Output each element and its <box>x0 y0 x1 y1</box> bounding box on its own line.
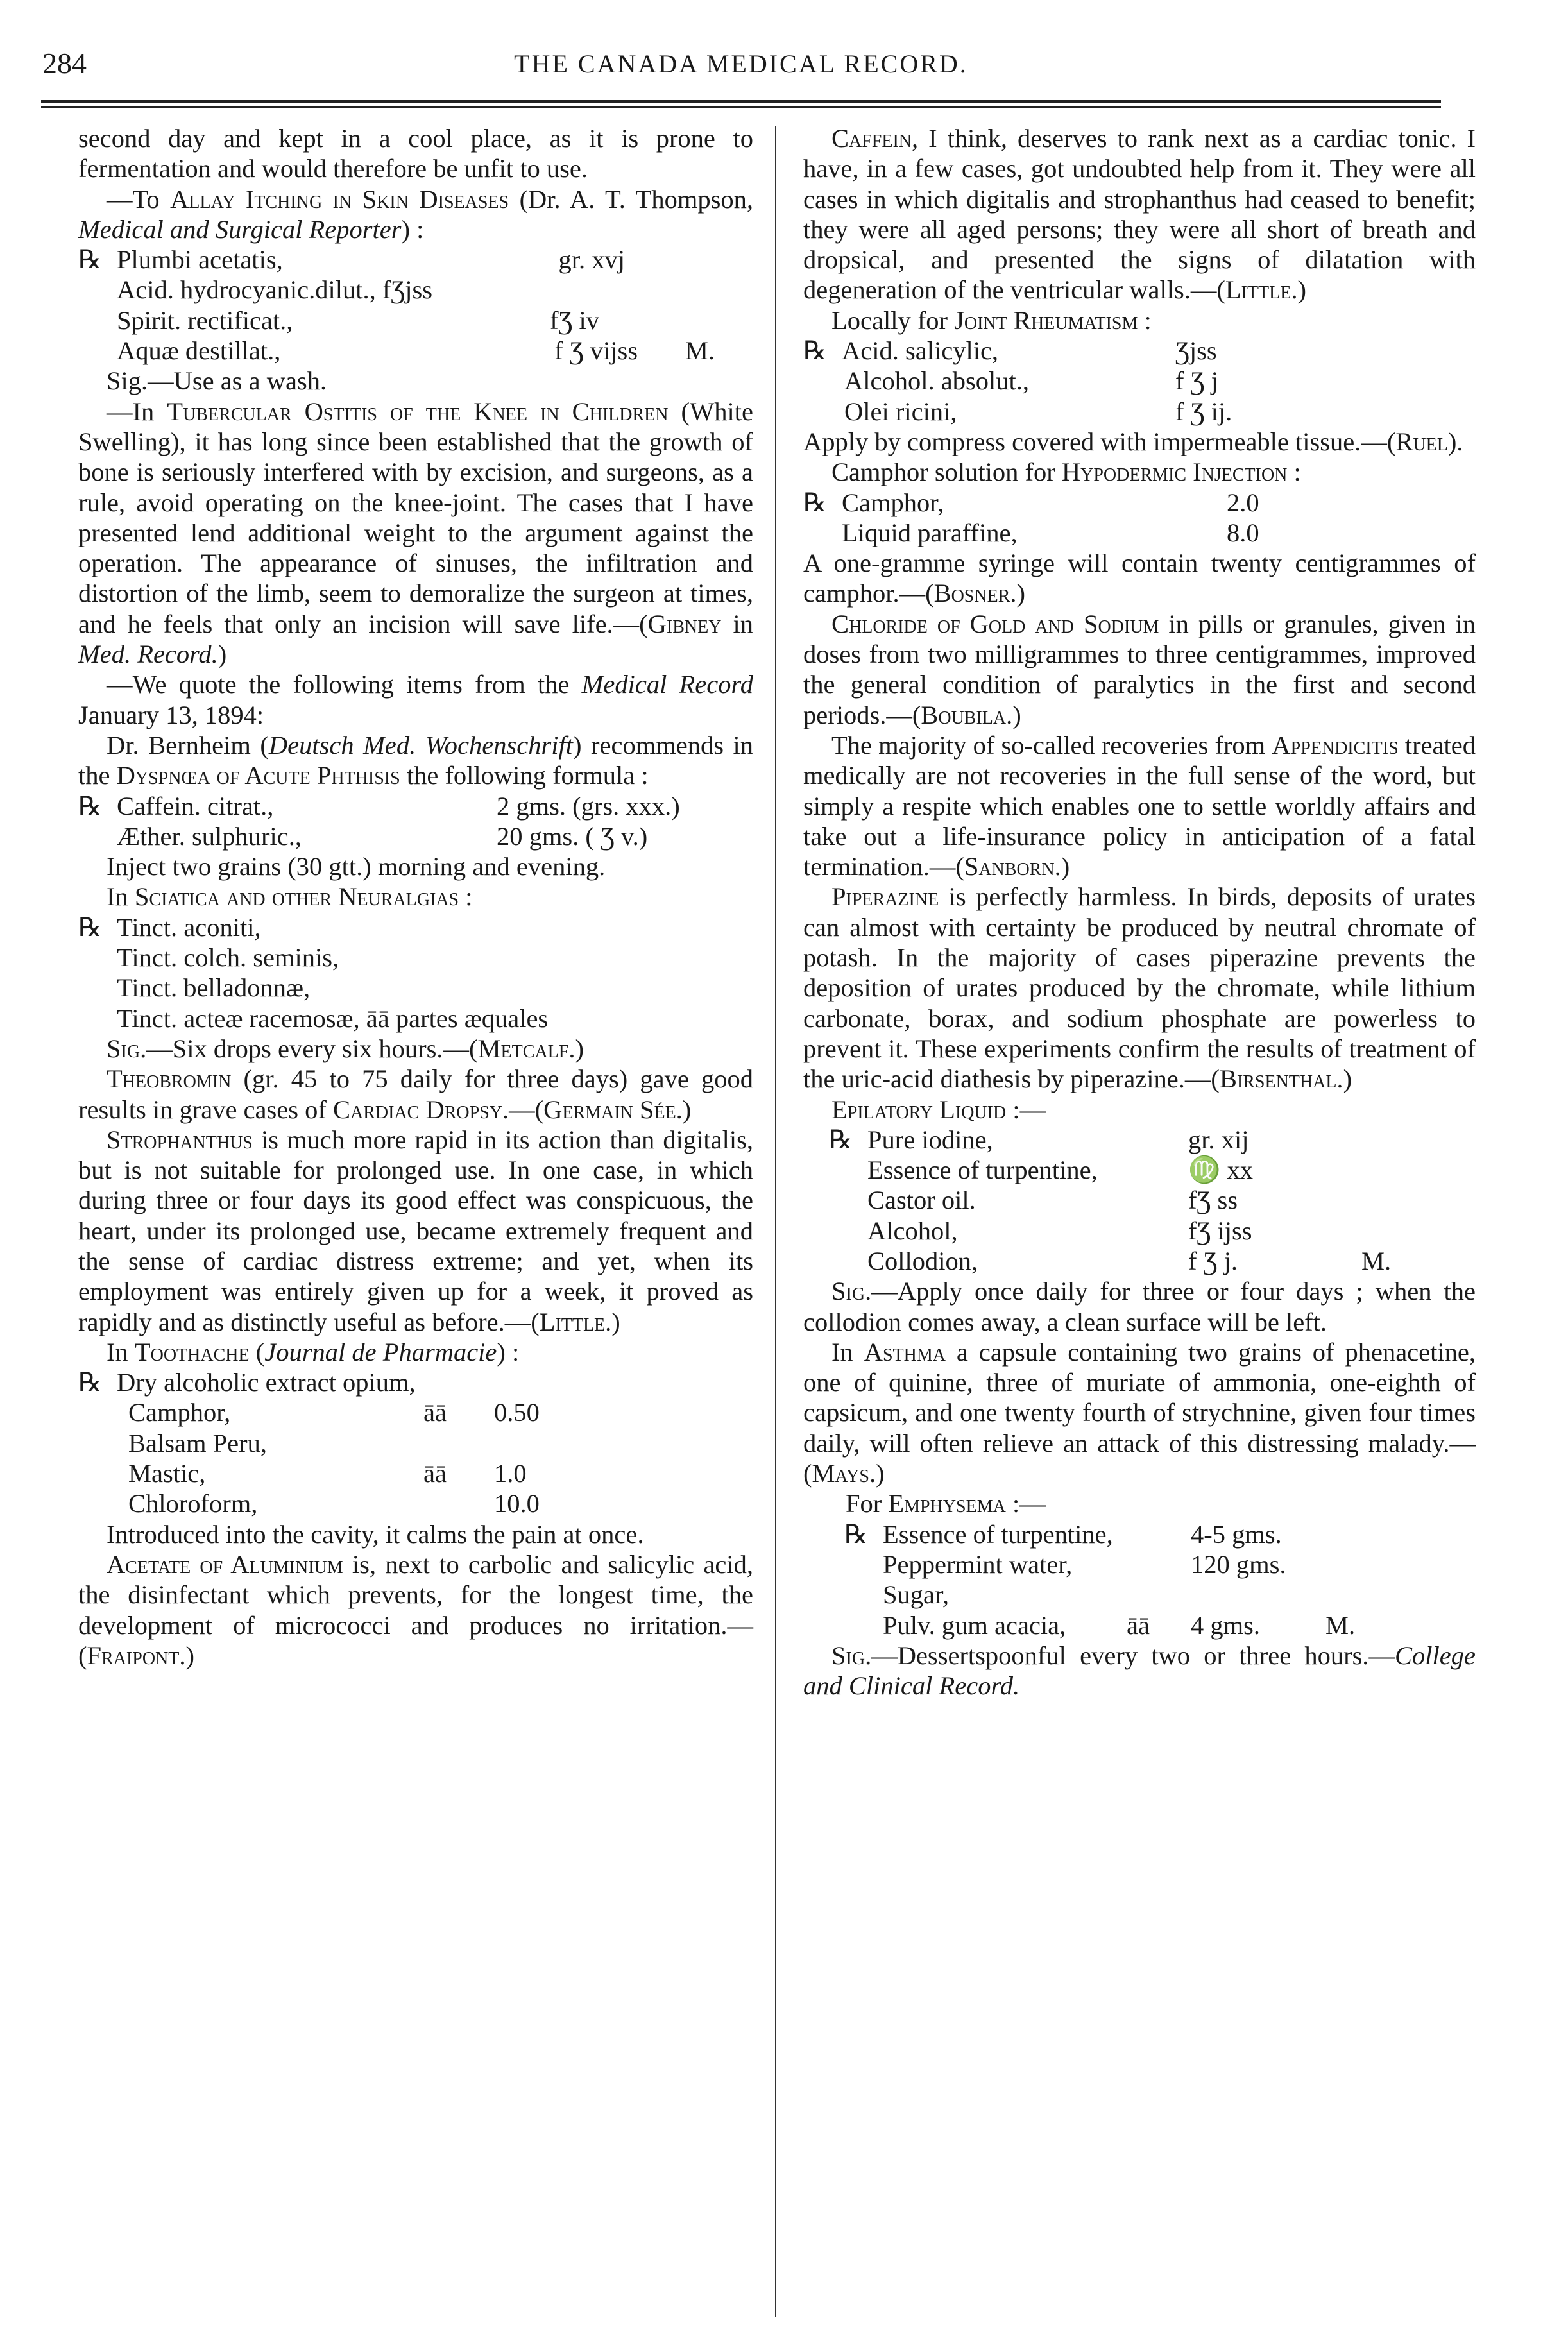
column-divider <box>775 126 776 2317</box>
prescription-camphor <box>803 488 1476 549</box>
rx-line: Mastic, āā 1.0 <box>128 1459 527 1488</box>
prescription-sciatica <box>78 912 753 1034</box>
rx-icon: ℞ <box>78 245 102 275</box>
rx-line: Tinct. colch. seminis, <box>117 943 339 973</box>
prescription-toothache <box>78 1367 753 1519</box>
rx-line: Alcohol. absolut., f Ʒ j <box>844 366 1218 396</box>
toothache-heading: In Toothache (Journal de Pharmacie) : <box>107 1337 520 1367</box>
piperazine-paragraph: Piperazine is perfectly harmless. In birds, deposits of urates can almost with certainty be produced by neutral chromate of potash. In the majority of cases piperazine prevents the deposition of urates produced by the chromate, while lithium carbonate, borax, and sodium phosphate are powerless to prevent it. These experiments confirm the results of treatment of the uric-acid diathesis by piperazine.—(Birsenthal.) <box>803 882 1476 1094</box>
rx-line: Liquid paraffine, 8.0 <box>842 518 1259 547</box>
rx-line: Peppermint water, 120 gms. <box>883 1549 1286 1579</box>
rx-line: Tinct. aconiti, <box>117 912 261 942</box>
page-header <box>42 46 1440 91</box>
rx-line: Collodion, f Ʒ j. M. <box>867 1246 1392 1275</box>
header-rule <box>41 100 1441 103</box>
itching-heading: —To Allay Itching in Skin Diseases (Dr. A. T. Thompson, Medical and Surgical Reporter) : <box>78 184 753 244</box>
theobromin-paragraph: Theobromin (gr. 45 to 75 daily for three days) gave good results in grave cases of Cardiac Dropsy.—(Germain Sée.) <box>78 1064 753 1124</box>
header-rule-thin <box>41 106 1441 108</box>
prescription-emphysema <box>803 1519 1476 1640</box>
rx-icon: ℞ <box>78 791 102 821</box>
inject-instruction: Inject two grains (30 gtt.) morning and evening. <box>107 852 606 881</box>
rx-line: Tinct. acteæ racemosæ, āā partes æquales <box>117 1003 549 1033</box>
prescription-itching <box>78 244 753 366</box>
toothache-instruction: Introduced into the cavity, it calms the pain at once. <box>107 1519 644 1549</box>
running-title: THE CANADA MEDICAL RECORD. <box>514 49 968 78</box>
rx-line: Spirit. rectificat., fƷ iv <box>117 305 599 335</box>
rx-line: Pulv. gum acacia, āā 4 gms. M. <box>883 1610 1356 1640</box>
rx-line: Tinct. belladonnæ, <box>117 973 311 1003</box>
acetate-paragraph: Acetate of Aluminium is, next to carbolic and salicylic acid, the disinfectant which prevents, for the longest time, the development of micrococci and produces no irritation.—(Fraipont.) <box>78 1549 753 1670</box>
rx-line: Camphor, āā 0.50 <box>128 1398 540 1427</box>
rx-line: Chloroform, 10.0 <box>128 1489 540 1519</box>
rx-icon: ℞ <box>803 488 827 517</box>
strophanthus-paragraph: Strophanthus is much more rapid in its action than digitalis, but is not suitable for prolonged use. In one case, in which during three or four days its good effect was conspicuous, the heart, under its prolonged use, became extremely frequent and the sense of cardiac distress extreme; and yet, when its employment was entirely given up for a week, it proved as rapidly and as distinctly useful as before.—(Little.) <box>78 1125 753 1336</box>
rx-line: Essence of turpentine, 4-5 gms. <box>883 1519 1282 1549</box>
page-number: 284 <box>42 47 87 80</box>
sciatica-heading: In Sciatica and other Neuralgias : <box>107 882 473 912</box>
left-column <box>78 123 753 1671</box>
rx-line: Castor oil. fƷ ss <box>867 1186 1238 1215</box>
camphor-heading: Camphor solution for Hypodermic Injection : <box>831 457 1301 487</box>
appendicitis-paragraph: The majority of so-called recoveries from Appendicitis treated medically are not recoveries in the full sense of the word, but simply a respite which enables one to settle worldly affairs and take out a life-insurance policy in anticipation of a fatal termination.—(Sanborn.) <box>803 730 1476 881</box>
rx-line: Sugar, <box>883 1580 949 1610</box>
rx-line: Balsam Peru, <box>128 1428 267 1458</box>
rx-icon: ℞ <box>78 912 102 942</box>
apply-instruction: Apply by compress covered with impermeable tissue.—(Ruel). <box>803 427 1463 456</box>
syringe-note: A one-gramme syringe will contain twenty centigrammes of camphor.—(Bosner.) <box>803 549 1476 608</box>
rx-icon: ℞ <box>803 336 827 366</box>
rx-line: Aquæ destillat., f Ʒ vijss M. <box>117 336 715 366</box>
rx-line: Alcohol, fƷ ijss <box>867 1216 1252 1245</box>
right-column <box>803 123 1476 1701</box>
rx-icon: ℞ <box>829 1125 853 1154</box>
quote-intro: —We quote the following items from the Medical Record January 13, 1894: <box>78 670 753 729</box>
rx-line: Camphor, 2.0 <box>842 488 1259 517</box>
itching-sig: Sig.—Use as a wash. <box>107 366 327 396</box>
gold-sodium-paragraph: Chloride of Gold and Sodium in pills or granules, given in doses from two milligrammes to three centigrammes, improved the general condition of paralytics in the first and second periods.—(Boubila.) <box>803 609 1476 729</box>
tubercular-ostitis-paragraph: —In Tubercular Ostitis of the Knee in Children (White Swelling), it has long since been established that the growth of bone is seriously interfered with by excision, and surgeons, as a rule, avoid operating on the knee-joint. The cases that I have presented lend additional weight to the argument against the operation. The appearance of sinuses, the infiltration and distortion of the limb, seem to demoralize the surgeon at times, and he feels that only an incision will save life.—(Gibney in Med. Record.) <box>78 396 753 669</box>
sciatica-sig: Sig.—Six drops every six hours.—(Metcalf.) <box>107 1034 584 1063</box>
rx-line: Acid. salicylic, Ʒjss <box>842 336 1217 366</box>
rx-line: Acid. hydrocyanic.dilut., fƷjss <box>117 275 432 305</box>
joint-rheumatism-heading: Locally for Joint Rheumatism : <box>831 305 1152 335</box>
caffein-paragraph: Caffein, I think, deserves to rank next as a cardiac tonic. I have, in a few cases, got undoubted help from it. They were all cases in which digitalis and strophanthus had ceased to benefit; they were all aged persons; they were all short of breath and dropsical, and presented the signs of dilatation with degeneration of the ventricular walls.—(Little.) <box>803 124 1476 305</box>
continued-paragraph: second day and kept in a cool place, as it is prone to fermentation and would therefore be unfit to use. <box>78 124 753 183</box>
rx-line: Pure iodine, gr. xij <box>867 1125 1249 1154</box>
rx-line: Essence of turpentine, ♍ xx <box>867 1155 1254 1185</box>
rx-line: Æther. sulphuric., 20 gms. ( Ʒ v.) <box>117 821 648 851</box>
rx-line: Olei ricini, f Ʒ ij. <box>844 396 1232 426</box>
prescription-phthisis <box>78 791 753 852</box>
rx-line: Plumbi acetatis, gr. xvj <box>117 245 625 275</box>
asthma-paragraph: In Asthma a capsule containing two grains of phenacetine, one of quinine, three of muriate of ammonia, one-eighth of capsicum, and one twenty fourth of strychnine, given four times daily, will often relieve an attack of this distressing malady.—(Mays.) <box>803 1337 1476 1488</box>
emphysema-sig: Sig.—Dessertspoonful every two or three hours.—College and Clinical Record. <box>803 1640 1476 1701</box>
rx-line: Dry alcoholic extract opium, <box>117 1368 416 1397</box>
epilatory-sig: Sig.—Apply once daily for three or four days ; when the collodion comes away, a clean surface will be left. <box>803 1277 1476 1336</box>
prescription-epilatory <box>803 1125 1476 1276</box>
epilatory-heading: Epilatory Liquid :— <box>831 1094 1046 1124</box>
rx-icon: ℞ <box>844 1519 868 1549</box>
emphysema-heading: For Emphysema :— <box>846 1489 1046 1519</box>
rx-icon: ℞ <box>78 1368 102 1397</box>
prescription-joint-rheumatism <box>803 336 1476 427</box>
bernheim-paragraph: Dr. Bernheim (Deutsch Med. Wochenschrift) recommends in the Dyspnœa of Acute Phthisis the following formula : <box>78 730 754 790</box>
rx-line: Caffein. citrat., 2 gms. (grs. xxx.) <box>117 791 680 821</box>
